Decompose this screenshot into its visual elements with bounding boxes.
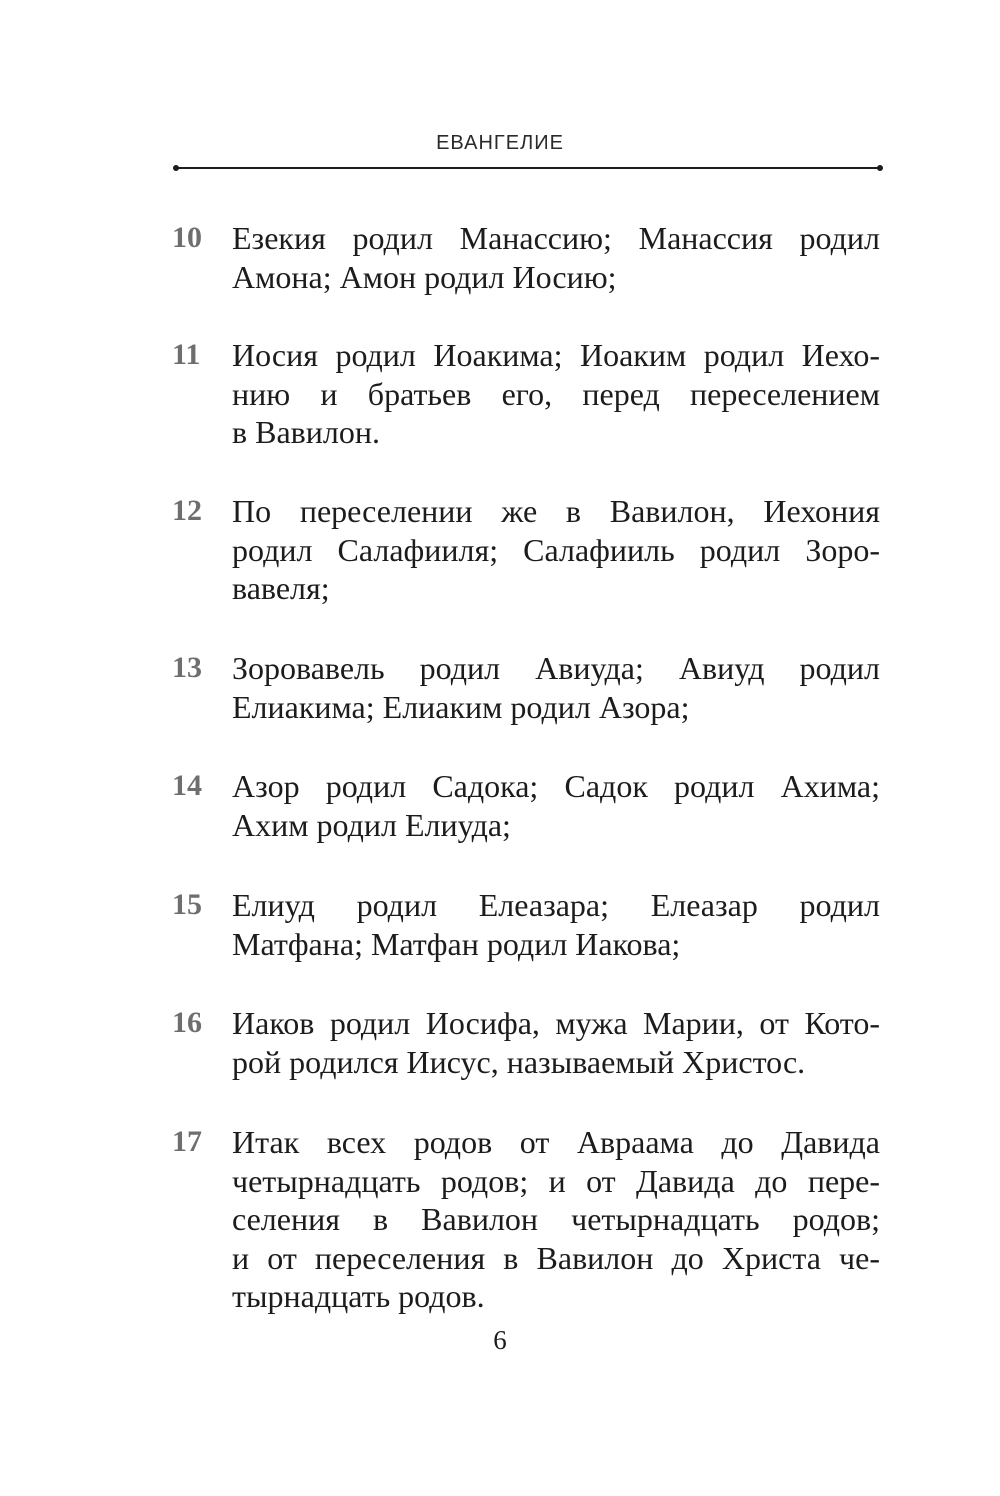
- verse-line: вавеля;: [232, 570, 330, 606]
- verse-line: селения в Вавилон четырнадцать родов;: [232, 1201, 880, 1237]
- verse-line: Езекия родил Манассию; Манассия родил: [232, 220, 880, 256]
- verse-line: Матфана; Матфан родил Иакова;: [232, 925, 681, 962]
- verse-text: [232, 219, 880, 296]
- verse-number: 11: [172, 338, 201, 371]
- verse-text: [232, 336, 880, 452]
- verse-line: Иосия родил Иоакима; Иоаким родил Иехо-: [232, 337, 880, 373]
- verse-line: родил Салафииля; Салафииль родил Зоро-: [232, 531, 880, 568]
- verse-number: 14: [172, 769, 202, 802]
- verse-line: и от переселения в Вавилон до Христа че-: [232, 1239, 880, 1276]
- verse-number: 15: [172, 888, 202, 921]
- verse-line: Елиакима; Елиаким родил Азора;: [232, 688, 690, 725]
- verse-line: Ахим родил Елиуда;: [232, 806, 511, 843]
- verse-line: нию и братьев его, перед переселением: [232, 375, 880, 412]
- running-head: ЕВАНГЕЛИЕ: [436, 132, 564, 154]
- verse-text: [232, 886, 880, 963]
- verse-line: По переселении же в Вавилон, Иехония: [232, 493, 880, 529]
- verse-line: тырнадцать родов.: [232, 1278, 485, 1314]
- verse-text: [232, 1004, 880, 1081]
- verse-line: Азор родил Садока; Садок родил Ахима;: [232, 768, 880, 804]
- verse-text: [232, 1123, 880, 1316]
- verse-line: в Вавилон.: [232, 414, 380, 450]
- verse-text: [232, 767, 880, 844]
- verse-text: [232, 492, 880, 608]
- verse-number: 16: [172, 1006, 202, 1039]
- verse-number: 12: [172, 494, 202, 527]
- verse-line: рой родился Иисус, называемый Христос.: [232, 1043, 806, 1080]
- verse-line: четырнадцать родов; и от Давида до пере-: [232, 1162, 880, 1199]
- verse-number: 13: [172, 651, 202, 684]
- verse-line: Амона; Амон родил Иосию;: [232, 258, 617, 295]
- verse-line: Зоровавель родил Авиуда; Авиуд родил: [232, 650, 880, 686]
- verse-number: 10: [172, 221, 202, 254]
- verse-text: [232, 649, 880, 726]
- verse-number: 17: [172, 1125, 202, 1158]
- header-rule: [176, 167, 880, 169]
- page-number: 6: [493, 1325, 507, 1355]
- verse-line: Иаков родил Иосифа, мужа Марии, от Кото-: [232, 1005, 880, 1041]
- verse-line: Елиуд родил Елеазара; Елеазар родил: [232, 887, 880, 923]
- verse-line: Итак всех родов от Авраама до Давида: [232, 1124, 880, 1160]
